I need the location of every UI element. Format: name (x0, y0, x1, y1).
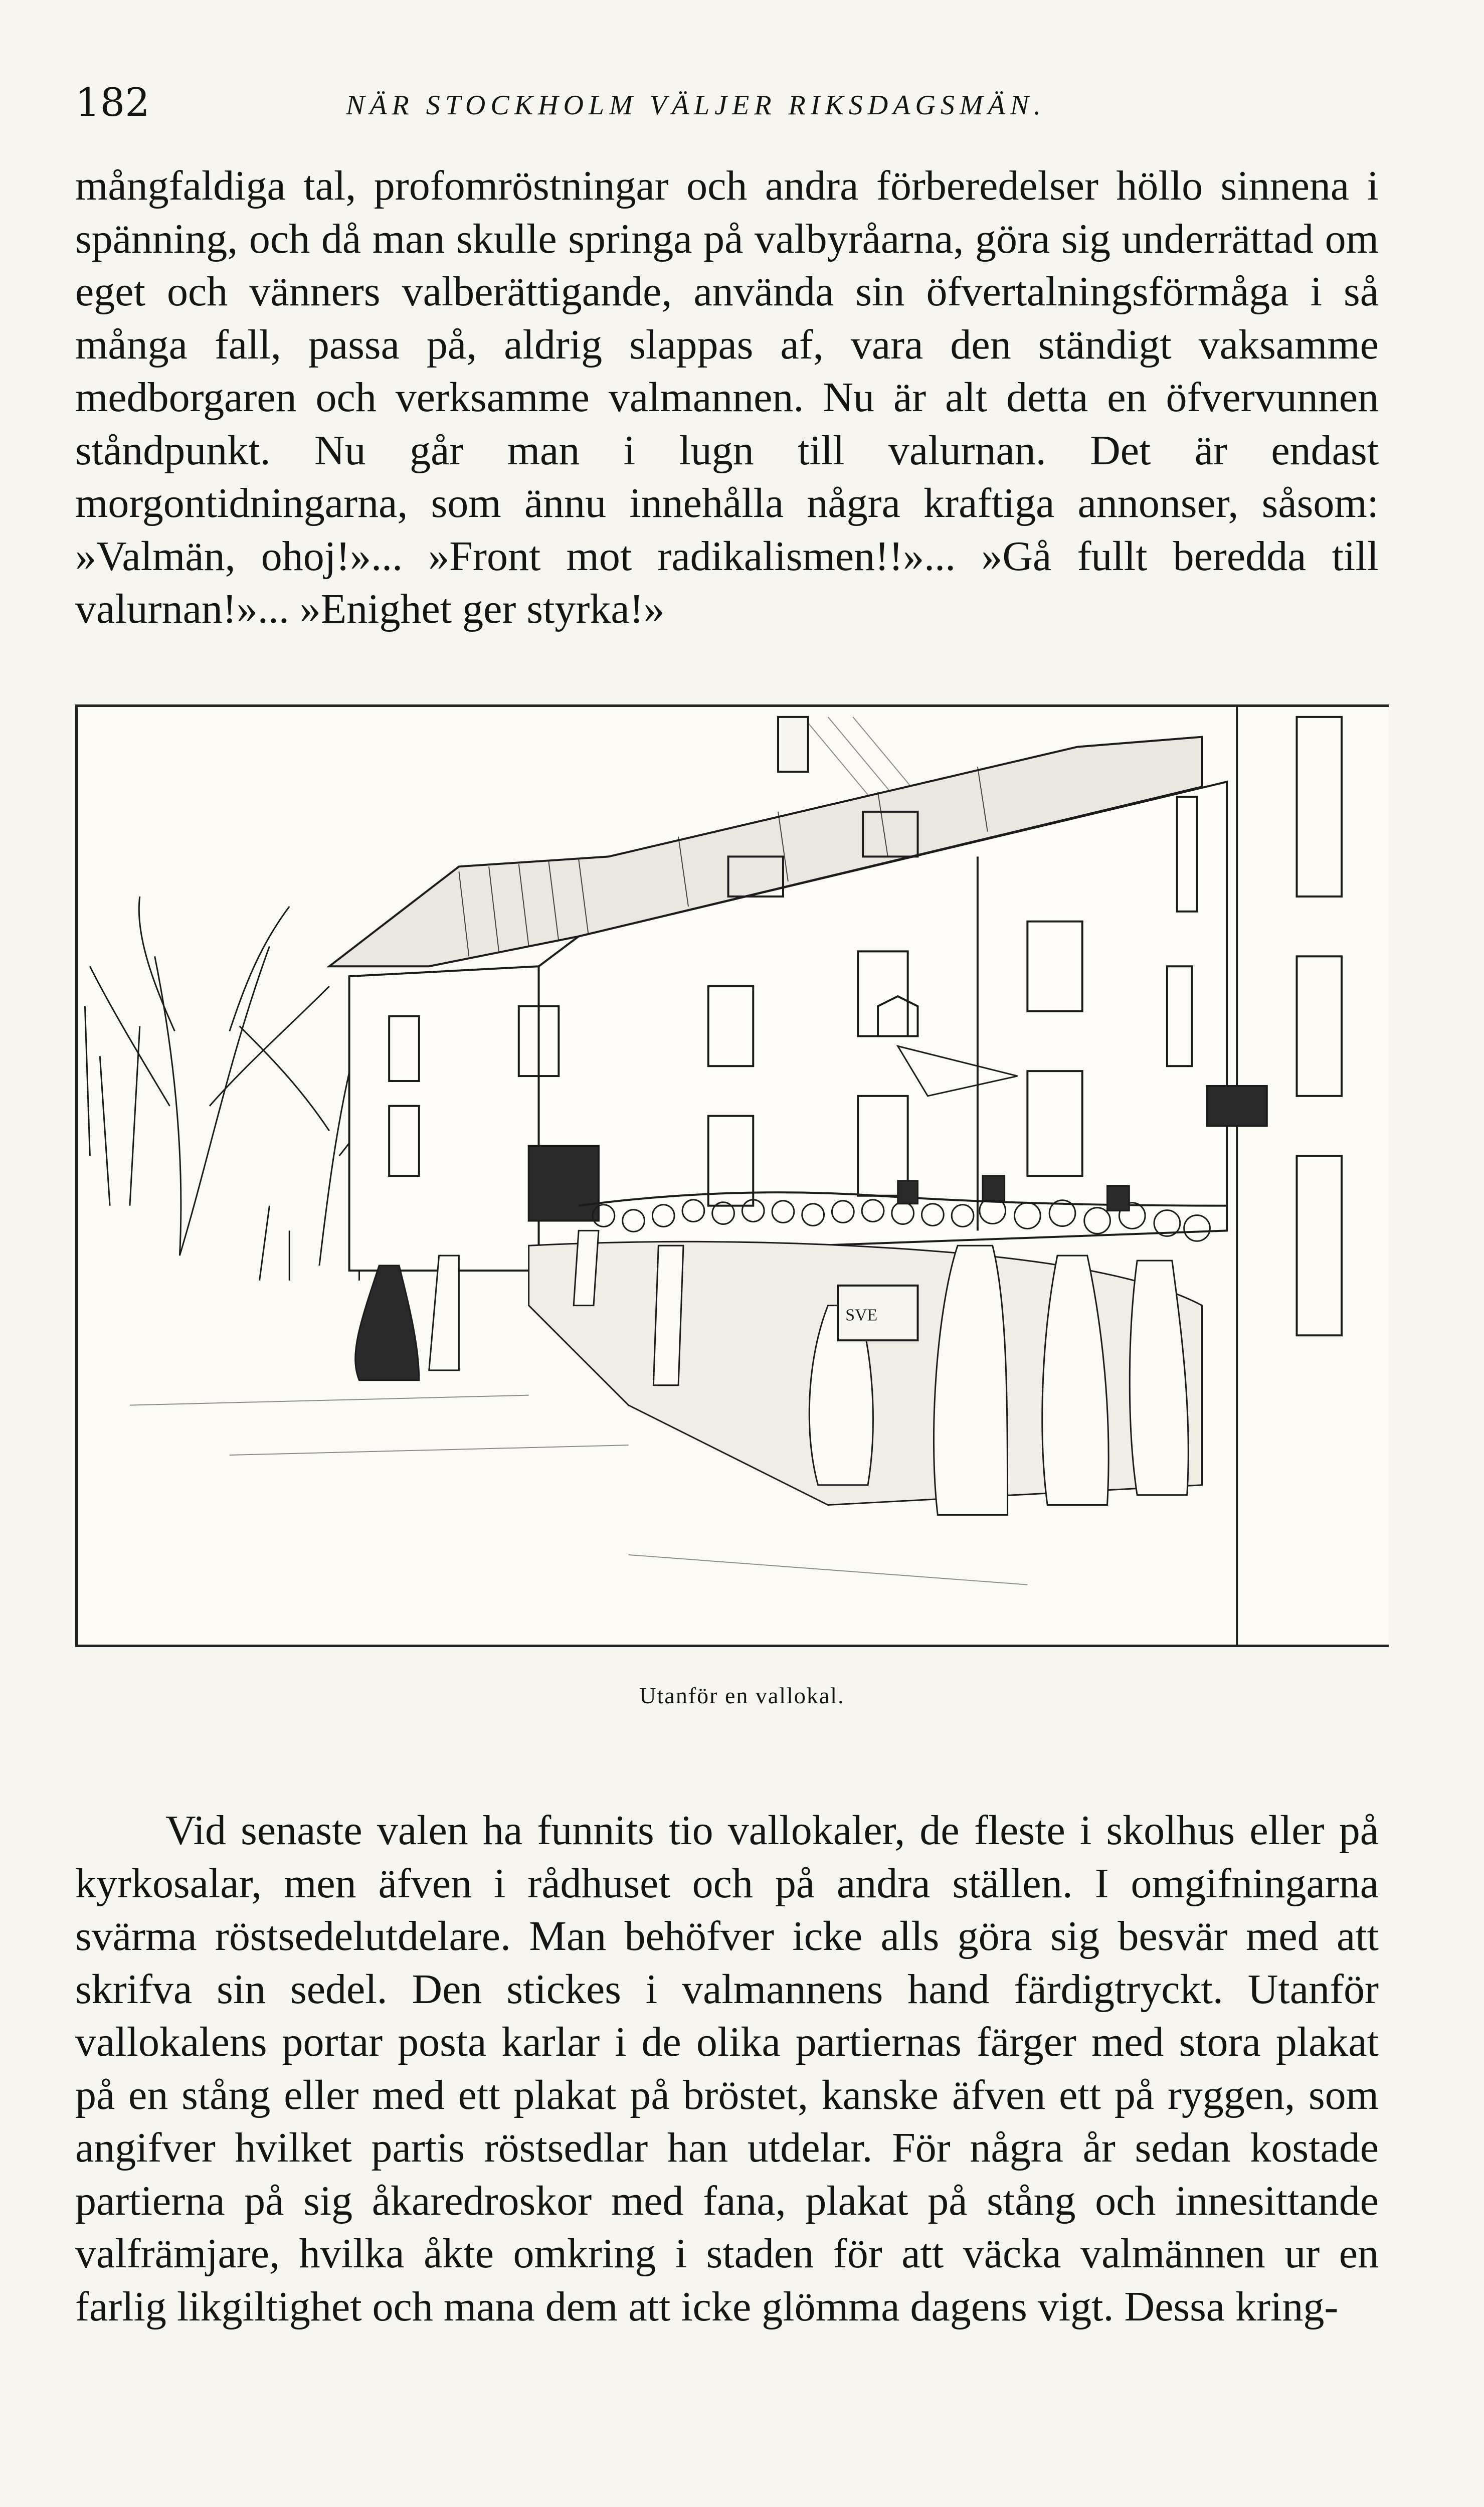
page-number: 182 (75, 80, 150, 125)
illustration-polling-station (75, 704, 1389, 1647)
paragraph-top: mångfaldiga tal, profomröstningar och andra förberedelser höllo sinnena i spänning, och då man skulle springa på valbyråarna, göra sig underrättad om eget och vänners valberättigande, använda sin öfvertalningsförmåga i så många fall, passa på, aldrig slappas af, vara den ständigt vaksamme medborgaren och verksamme valmannen. Nu är alt detta en öfvervunnen ståndpunkt. Nu går man i lugn till valurnan. Det är endast morgontidningarna, som ännu innehålla några kraftiga annonser, såsom: »Valmän, ohoj!»... »Front mot radikalismen!!»... »Gå fullt beredda till valurnan!»... »Enighet ger styrka!» (75, 162, 1379, 632)
running-title: NÄR STOCKHOLM VÄLJER RIKSDAGSMÄN. (346, 90, 1046, 121)
main-building (329, 717, 1227, 1271)
page-header (75, 75, 1379, 135)
engraving-drawing (78, 707, 1389, 1645)
paragraph-bottom: Vid senaste valen ha funnits tio vallokaler, de fleste i skolhus eller på kyrkosalar, men äfven i rådhuset och på andra ställen. I omgifningarna svärma röstsedelutdelare. Man behöfver icke alls göra sig besvär med att skrifva sin sedel. Den stickes i valmannens hand färdigtryckt. Utanför vallokalens portar posta karlar i de olika partiernas färger med stora plakat på en stång eller med ett plakat på bröstet, kanske äfven ett på ryggen, som angifver hvilket partis röstsedlar han utdelar. För några år sedan kostade partierna på sig åkaredroskor med fana, plakat på stång och innesittande valfrämjare, hvilka åkte omkring i staden för att väcka valmännen ur en farlig likgiltighet och mana dem att icke glömma dagens vigt. Dessa kring- (75, 1807, 1379, 2330)
illustration-caption: Utanför en vallokal. (639, 1683, 845, 1708)
plaque-text: SVE (845, 1306, 878, 1325)
